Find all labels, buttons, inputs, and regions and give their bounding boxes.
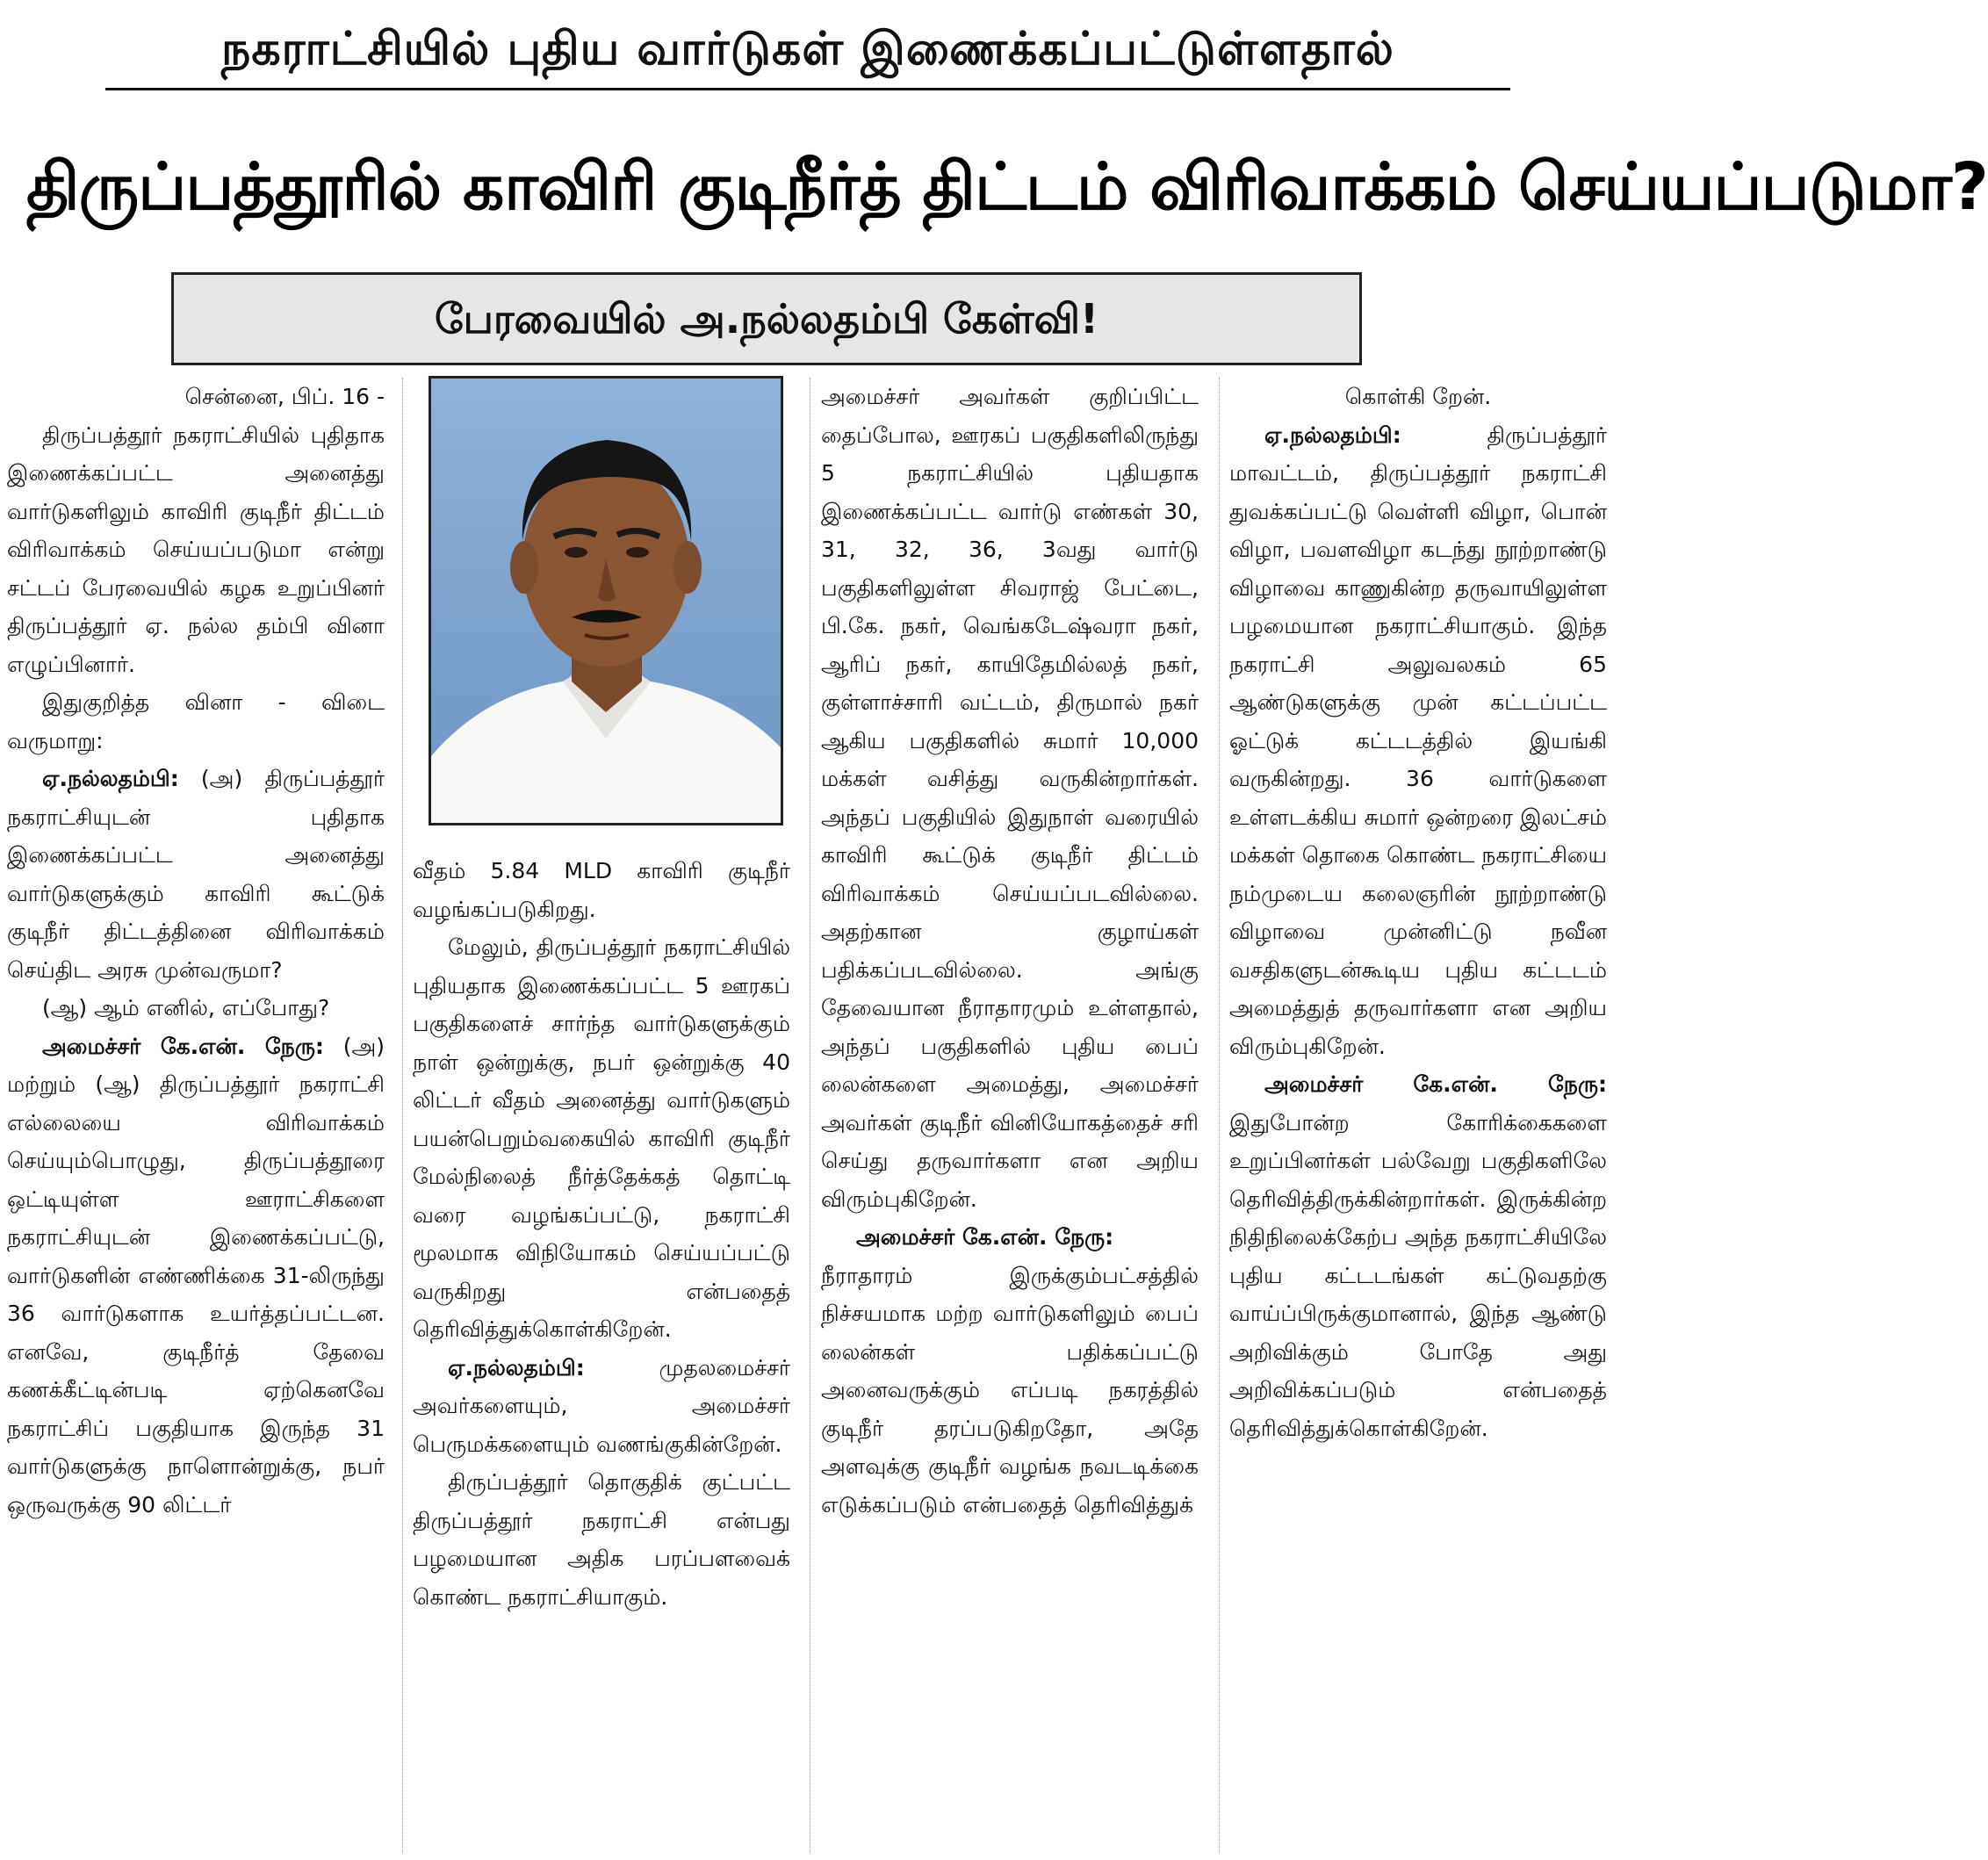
paragraph — [821, 1218, 1199, 1257]
portrait-photo — [429, 376, 783, 825]
speaker-label: ஏ.நல்லதம்பி: — [42, 766, 179, 791]
article-column-4 — [1229, 378, 1607, 1447]
paragraph: அமைச்சர் அவர்கள் குறிப்பிட்ட தைப்போல, ஊரகப் பகுதிகளிலிருந்து 5 நகராட்சியில் புதியதாக இணைக்கப்பட்ட வார்டு எண்கள் 30, 31, 32, 36, 3வது வார்டு பகுதிகளிலுள்ள சிவராஜ் பேட்டை, பி.கே. நகர், வெங்கடேஷ்வரா நகர், ஆரிப் நகர், காயிதேமில்லத் நகர், குள்ளாச்சாரி வட்டம், திருமால் நகர் ஆகிய பகுதிகளில் சுமார் 10,000 மக்கள் வசித்து வருகின்றார்கள். அந்தப் பகுதியில் இதுநாள் வரையில் காவிரி கூட்டுக் குடிநீர் திட்டம் விரிவாக்கம் செய்யப்படவில்லை. அதற்கான குழாய்கள் பதிக்கப்படவில்லை. அங்கு தேவையான நீராதாரமும் உள்ளதால், அந்தப் பகுதிகளில் புதிய பைப் லைன்களை அமைத்து, அமைச்சர் அவர்கள் குடிநீர் வினியோகத்தைச் சரி செய்து தருவார்களா என அறிய விரும்புகிறேன். — [821, 384, 1199, 1212]
paragraph: மேலும், திருப்பத்தூர் நகராட்சியில் புதியதாக இணைக்கப்பட்ட 5 ஊரகப் பகுதிகளைச் சார்ந்த வார்டுகளுக்கும் நாள் ஒன்றுக்கு, நபர் ஒன்றுக்கு 40 லிட்டர் வீதம் அனைத்து வார்டுகளும் பயன்பெறும்வகையில் காவிரி குடிநீர் மேல்நிலைத் நீர்த்தேக்கத் தொட்டி வரை வழங்கப்பட்டு, நகராட்சி மூலமாக விநியோகம் செய்யப்பட்டு வருகிறது என்பதைத் தெரிவித்துக்கொள்கிறேன். — [413, 934, 790, 1342]
speech-text: (அ) மற்றும் (ஆ) திருப்பத்தூர் நகராட்சி எல்லையை விரிவாக்கம் செய்யும்பொழுது, திருப்பத்தூரை ஒட்டியுள்ள ஊராட்சிகளை நகராட்சியுடன் இணைக்கப்பட்டு, வார்டுகளின் எண்ணிக்கை 31-லிருந்து 36 வார்டுகளாக உயர்த்தப்பட்டன. எனவே, குடிநீர்த் தேவை கணக்கீட்டின்படி ஏற்கெனவே நகராட்சிப் பகுதியாக இருந்த 31 வார்டுகளுக்கு நாளொன்றுக்கு, நபர் ஒருவருக்கு 90 லிட்டர் — [7, 1033, 385, 1518]
speech-text: திருப்பத்தூர் மாவட்டம், திருப்பத்தூர் நகராட்சி துவக்கப்பட்டு வெள்ளி விழா, பொன் விழா, பவளவிழா கடந்து நூற்றாண்டு விழாவை காணுகின்ற தருவாயிலுள்ள பழமையான நகராட்சியாகும். இந்த நகராட்சி அலுவலகம் 65 ஆண்டுகளுக்கு முன் கட்டப்பட்ட ஓட்டுக் கட்டடத்தில் இயங்கி வருகின்றது. 36 வார்டுகளை உள்ளடக்கிய சுமார் ஒன்றரை இலட்சம் மக்கள் தொகை கொண்ட நகராட்சியை நம்முடைய கலைஞரின் நூற்றாண்டு விழாவை முன்னிட்டு நவீன வசதிகளுடன்கூடிய புதிய கட்டடம் அமைத்துத் தருவார்களா என அறிய விரும்புகிறேன். — [1229, 422, 1607, 1059]
speaker-label: அமைச்சர் கே.என். நேரு: — [1264, 1071, 1607, 1097]
speech-text: இதுபோன்ற கோரிக்கைகளை உறுப்பினர்கள் பல்வேறு பகுதிகளிலே தெரிவித்திருக்கின்றார்கள். இருக்கின்ற நிதிநிலைக்கேற்ப அந்த நகராட்சியிலே புதிய கட்டடங்கள் கட்டுவதற்கு வாய்ப்பிருக்குமானால், இந்த ஆண்டு அறிவிக்கும் போதே அது அறிவிக்கப்படும் என்பதைத் தெரிவித்துக்கொள்கிறேன். — [1229, 1109, 1607, 1441]
speech-text: முதலமைச்சர் அவர்களையும், அமைச்சர் பெருமக்களையும் வணங்குகின்றேன். — [413, 1354, 790, 1457]
speech-text: (அ) திருப்பத்தூர் நகராட்சியுடன் புதிதாக இணைக்கப்பட்ட அனைத்து வார்டுகளுக்கும் காவிரி கூட்டுக் குடிநீர் திட்டத்தினை விரிவாக்கம் செய்திட அரசு முன்வருமா? — [7, 766, 385, 983]
subheadline-box: பேரவையில் அ.நல்லதம்பி கேள்வி! — [171, 272, 1362, 365]
paragraph: கொள்கி றேன். — [1344, 384, 1492, 409]
kicker-headline: நகராட்சியில் புதிய வார்டுகள் இணைக்கப்பட்டுள்ளதால் — [105, 16, 1510, 90]
paragraph: இதுகுறித்த வினா - விடை வருமாறு: — [7, 689, 385, 753]
paragraph: வீதம் 5.84 MLD காவிரி குடிநீர் வழங்கப்படுகிறது. — [413, 858, 790, 922]
paragraph: திருப்பத்தூர் நகராட்சியில் புதிதாக இணைக்கப்பட்ட அனைத்து வார்டுகளிலும் காவிரி குடிநீர் திட்டம் விரிவாக்கம் செய்யப்படுமா என்று சட்டப் பேரவையில் கழக உறுப்பினர் திருப்பத்தூர் ஏ. நல்ல தம்பி வினா எழுப்பினார். — [7, 422, 385, 677]
column-divider — [1219, 378, 1220, 1853]
speaker-label: அமைச்சர் கே.என். நேரு: — [856, 1224, 1114, 1250]
paragraph: திருப்பத்தூர் தொகுதிக் குட்பட்ட திருப்பத்தூர் நகராட்சி என்பது பழமையான அதிக பரப்பளவைக் கொண்ட நகராட்சியாகும். — [413, 1469, 790, 1610]
article-column-2 — [413, 852, 790, 1616]
paragraph — [7, 760, 385, 989]
article-column-3 — [821, 378, 1199, 1524]
paragraph: (ஆ) ஆம் எனில், எப்போது? — [42, 995, 330, 1020]
paragraph: நீராதாரம் இருக்கும்பட்சத்தில் நிச்சயமாக மற்ற வார்டுகளிலும் பைப் லைன்கள் பதிக்கப்பட்டு அனைவருக்கும் எப்படி நகரத்தில் குடிநீர் தரப்படுகிறதோ, அதே அளவுக்கு குடிநீர் வழங்க நவடடிக்கை எடுக்கப்படும் என்பதைத் தெரிவித்துக் — [821, 1262, 1199, 1518]
paragraph — [1229, 1065, 1607, 1447]
dateline: சென்னை, பிப். 16 - — [184, 384, 385, 409]
column-divider — [402, 378, 403, 1853]
paragraph — [7, 1027, 385, 1525]
person-portrait-image — [431, 378, 781, 823]
speaker-label: அமைச்சர் கே.என். நேரு: — [42, 1033, 324, 1059]
speaker-label: ஏ.நல்லதம்பி: — [1264, 422, 1401, 448]
speaker-label: ஏ.நல்லதம்பி: — [448, 1354, 585, 1381]
paragraph — [1229, 416, 1607, 1066]
main-headline: திருப்பத்தூரில் காவிரி குடிநீர்த் திட்டம் விரிவாக்கம் செய்யப்படுமா? — [26, 149, 1988, 225]
article-column-1 — [7, 378, 385, 1524]
paragraph — [413, 1349, 790, 1464]
